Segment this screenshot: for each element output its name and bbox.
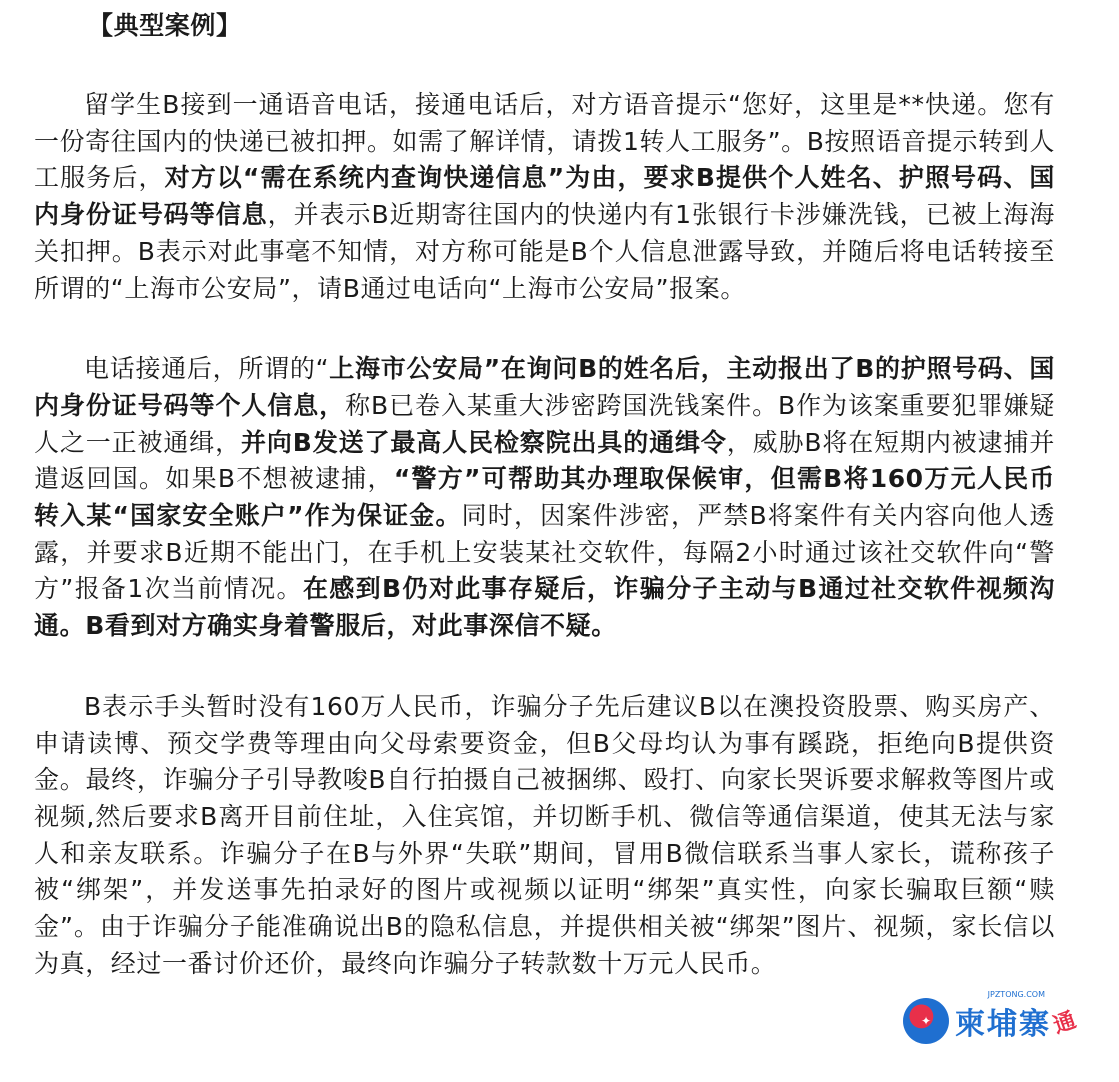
paragraph-2-bold-1: 上海市公安局”在询问B的姓名后，主动报出了B的护照号码、国内身份证号码等个人信息， [34, 354, 1056, 420]
paragraph-2-text-3: ，威胁B将在短期内被逮捕并遣返回国。如果B不想被逮捕， [34, 427, 1055, 494]
paragraph-2-text-1: 电话接通后，所谓的“ [84, 354, 330, 384]
site-watermark [903, 990, 1103, 1046]
watermark-text: 柬埔寨 [955, 1007, 1051, 1042]
paragraph-1-text-1: 留学生B接到一通语音电话，接通电话后，对方语音提示“您好，这里是**快递。您有一份寄往国内的快递已被扣押。如需了解详情，请拨1转人工服务”。B按照语音提示转到人工服务后， [34, 90, 1055, 193]
watermark-url: JPZTONG.COM [987, 990, 1045, 999]
paragraph-2-text-4: 同时，因案件涉密，严禁B将案件有关内容向他人透露，并要求B近期不能出门，在手机上安装某社交软件，每隔2小时通过该社交软件向“警方”报备1次当前情况。 [34, 501, 1055, 604]
paragraph-2-bold-3: “警方”可帮助其办理取保候审，但需B将160万元人民币转入某“国家安全账户”作为保证金。 [34, 464, 1055, 531]
paragraph-2-text-2: 称B已卷入某重大涉密跨国洗钱案件。B作为该案重要犯罪嫌疑人之一正被通缉， [34, 390, 1055, 457]
paragraph-3-text-1: B表示手头暂时没有160万人民币，诈骗分子先后建议B以在澳投资股票、购买房产、申请读博、预交学费等理由向父母索要资金，但B父母均认为事有蹊跷，拒绝向B提供资金。最终，诈骗分子引导教唆B自行拍摄自己被捆绑、殴打、向家长哭诉要求解救等图片或视频,然后要求B离开目前住址，入住宾馆，并切断手机、微信等通信渠道，使其无法与家人和亲友联系。诈骗分子在B与外界“失联”期间，冒用B微信联系当事人家长，谎称孩子被“绑架”，并发送事先拍录好的图片或视频以证明“绑架”真实性，向家长骗取巨额“赎金”。由于诈骗分子能准确说出B的隐私信息，并提供相关被“绑架”图片、视频，家长信以为真，经过一番讨价还价，最终向诈骗分子转款数十万元人民币。 [34, 691, 1055, 978]
paragraph-2-bold-4: 在感到B仍对此事存疑后，诈骗分子主动与B通过社交软件视频沟通。B看到对方确实身着警服后，对此事深信不疑。 [34, 574, 1055, 641]
watermark-stamp: 通 [1050, 1007, 1080, 1039]
watermark-logo-icon: ✦ [903, 998, 949, 1044]
paragraph-3 [34, 689, 1055, 983]
paragraph-2 [34, 351, 1055, 645]
paragraph-1-text-2: ，并表示B近期寄往国内的快递内有1张银行卡涉嫌洗钱，已被上海海关扣押。B表示对此事毫不知情，对方称可能是B个人信息泄露导致，并随后将电话转接至所谓的“上海市公安局”，请B通过电话向“上海市公安局”报案。 [34, 200, 1055, 303]
paragraph-2-bold-2: 并向B发送了最高人民检察院出具的通缉令 [241, 427, 727, 457]
paragraph-1 [34, 87, 1055, 307]
paragraph-1-bold-1: 对方以“需在系统内查询快递信息”为由，要求B提供个人姓名、护照号码、国内身份证号码等信息 [34, 163, 1055, 230]
section-heading: 【典型案例】 [88, 11, 242, 40]
